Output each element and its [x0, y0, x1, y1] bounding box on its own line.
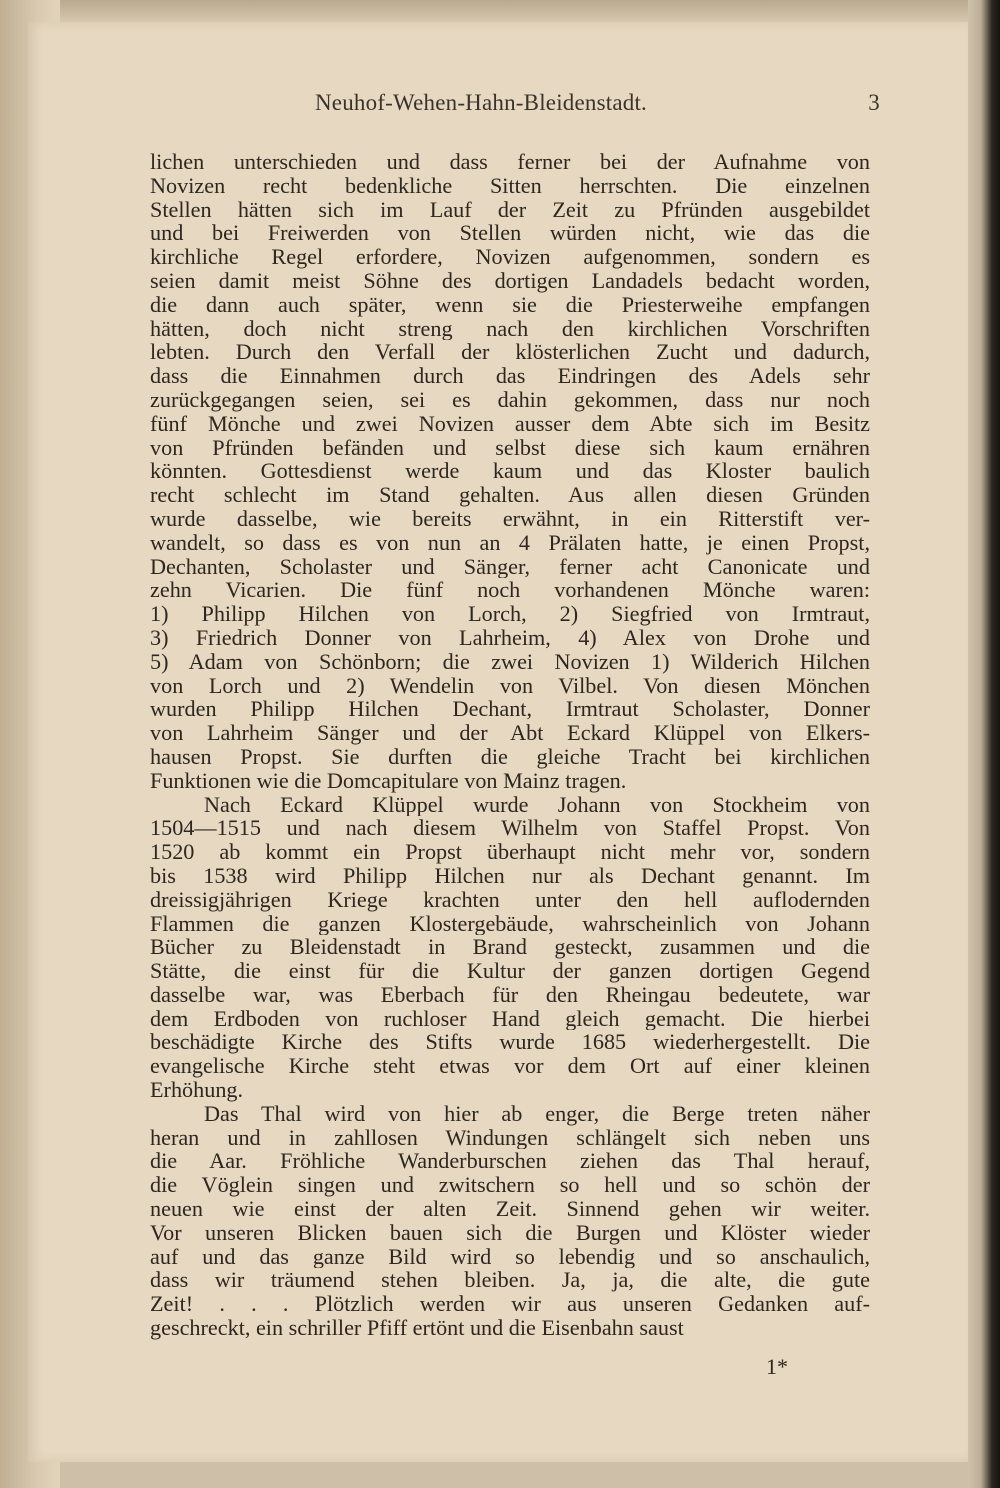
book-right-edge	[968, 0, 1000, 1488]
page-top-edge	[0, 0, 1000, 24]
text-line: Zeit! . . . Plötzlich werden wir aus unseren Gedanken auf-	[150, 1292, 870, 1317]
text-line: Erhöhung.	[150, 1078, 244, 1102]
signature-mark: 1*	[766, 1354, 788, 1379]
text-line: Das Thal wird von hier ab enger, die Berge treten näher	[204, 1101, 870, 1126]
page-number: 3	[868, 90, 880, 115]
text-line: die Aar. Fröhliche Wanderburschen ziehen das Thal herauf,	[150, 1149, 870, 1174]
text-line: wandelt, so dass es von nun an 4 Prälaten hatte, je einen Propst,	[150, 530, 870, 555]
text-line: von Lorch und 2) Wendelin von Vilbel. Von diesen Mönchen	[150, 673, 870, 698]
text-line: dem Erdboden von ruchloser Hand gleich gemacht. Die hierbei	[150, 1006, 870, 1031]
text-line: hätten, doch nicht streng nach den kirchlichen Vorschriften	[150, 316, 870, 341]
text-line: Stellen hätten sich im Lauf der Zeit zu Pfründen ausgebildet	[150, 197, 870, 222]
text-line: zurückgegangen seien, sei es dahin gekommen, dass nur noch	[150, 387, 870, 412]
text-line: die Vöglein singen und zwitschern so hell und so schön der	[150, 1173, 870, 1198]
text-line: lebten. Durch den Verfall der klösterlichen Zucht und dadurch,	[150, 340, 870, 365]
text-line: kirchliche Regel erfordere, Novizen aufgenommen, sondern es	[150, 245, 870, 269]
body-text	[150, 150, 870, 1340]
text-line: dreissigjährigen Kriege krachten unter den hell auflodernden	[150, 887, 870, 912]
text-line: Funktionen wie die Domcapitulare von Mainz tragen.	[150, 768, 627, 793]
text-line: seien damit meist Söhne des dortigen Landadels bedacht worden,	[150, 268, 870, 293]
text-line: könnten. Gottesdienst werde kaum und das Kloster baulich	[150, 459, 870, 484]
text-line: bis 1538 wird Philipp Hilchen nur als Dechant genannt. Im	[150, 863, 870, 888]
text-line: wurde dasselbe, wie bereits erwähnt, in ein Ritterstift ver-	[150, 506, 870, 531]
text-line: recht schlecht im Stand gehalten. Aus allen diesen Gründen	[150, 483, 870, 507]
text-line: hausen Propst. Sie durften die gleiche Tracht bei kirchlichen	[150, 744, 870, 769]
text-line: 5) Adam von Schönborn; die zwei Novizen 1) Wilderich Hilchen	[150, 649, 870, 674]
text-line: Dechanten, Scholaster und Sänger, ferner acht Canonicate und	[150, 554, 870, 579]
text-line: dass wir träumend stehen bleiben. Ja, ja, die alte, die gute	[150, 1268, 870, 1293]
text-line: die dann auch später, wenn sie die Priesterweihe empfangen	[150, 292, 870, 317]
text-line: zehn Vicarien. Die fünf noch vorhandenen Mönche waren:	[150, 578, 870, 603]
text-line: evangelische Kirche steht etwas vor dem Ort auf einer kleinen	[150, 1054, 870, 1079]
text-line: wurden Philipp Hilchen Dechant, Irmtraut Scholaster, Donner	[150, 697, 870, 722]
text-line: geschreckt, ein schriller Pfiff ertönt und die Eisenbahn saust	[150, 1316, 684, 1340]
text-line: neuen wie einst der alten Zeit. Sinnend gehen wir weiter.	[150, 1197, 870, 1221]
text-line: und bei Freiwerden von Stellen würden nicht, wie das die	[150, 221, 870, 246]
text-line: dasselbe war, was Eberbach für den Rheingau bedeutete, war	[150, 982, 870, 1007]
running-header	[150, 90, 880, 124]
text-line: von Pfründen befänden und selbst diese sich kaum ernähren	[150, 435, 870, 460]
text-line: fünf Mönche und zwei Novizen ausser dem Abte sich im Besitz	[150, 411, 870, 436]
text-line: 3) Friedrich Donner von Lahrheim, 4) Alex von Drohe und	[150, 625, 870, 650]
text-line: beschädigte Kirche des Stifts wurde 1685 wiederhergestellt. Die	[150, 1030, 870, 1055]
text-line: heran und in zahllosen Windungen schlängelt sich neben uns	[150, 1125, 870, 1150]
text-line: Flammen die ganzen Klostergebäude, wahrscheinlich von Johann	[150, 911, 870, 936]
text-line: dass die Einnahmen durch das Eindringen des Adels sehr	[150, 364, 870, 388]
text-line: 1520 ab kommt ein Propst überhaupt nicht mehr vor, sondern	[150, 840, 870, 864]
text-line: Bücher zu Bleidenstadt in Brand gesteckt, zusammen und die	[150, 935, 870, 960]
text-line: Stätte, die einst für die Kultur der ganzen dortigen Gegend	[150, 959, 870, 983]
running-title: Neuhof-Wehen-Hahn-Bleidenstadt.	[315, 90, 647, 115]
text-line: Vor unseren Blicken bauen sich die Burgen und Klöster wieder	[150, 1220, 870, 1245]
text-line: von Lahrheim Sänger und der Abt Eckard Klüppel von Elkers-	[150, 721, 870, 745]
text-line: auf und das ganze Bild wird so lebendig und so anschaulich,	[150, 1244, 870, 1269]
text-line: Nach Eckard Klüppel wurde Johann von Stockheim von	[204, 792, 870, 817]
text-line: 1504—1515 und nach diesem Wilhelm von Staffel Propst. Von	[150, 816, 870, 841]
text-line: Novizen recht bedenkliche Sitten herrschten. Die einzelnen	[150, 173, 870, 198]
text-line: 1) Philipp Hilchen von Lorch, 2) Siegfried von Irmtraut,	[150, 602, 870, 626]
text-line: lichen unterschieden und dass ferner bei der Aufnahme von	[150, 150, 870, 174]
